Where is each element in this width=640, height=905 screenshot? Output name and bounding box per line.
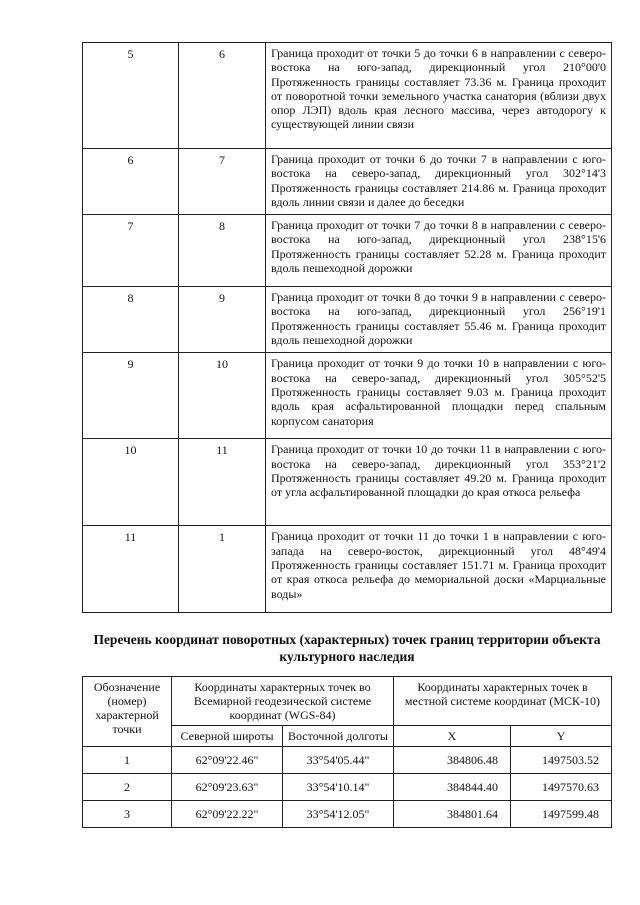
description-cell: Граница проходит от точки 5 до точки 6 в направлении с северо-востока на юго-запад, дирекционный угол 210°00'0 Протяженность границы составляет 73.36 м. Граница проходит от поворотной точки земельного участка санатория (вблизи двух опор ЛЭП) вдоль края лесного массива, через автодорогу к существующей линии связи bbox=[266, 43, 612, 149]
from-point-cell: 8 bbox=[83, 287, 179, 353]
header-point: Обозначение (номер) характерной точки bbox=[83, 677, 172, 747]
table-row bbox=[83, 439, 612, 526]
from-point-cell: 11 bbox=[83, 526, 179, 613]
to-point-cell: 8 bbox=[179, 215, 266, 287]
boundary-table bbox=[82, 42, 612, 613]
lon-cell: 33°54'12.05" bbox=[283, 801, 394, 828]
point-cell: 2 bbox=[83, 774, 172, 801]
table-row bbox=[83, 801, 612, 828]
lat-cell: 62°09'22.22" bbox=[172, 801, 283, 828]
from-point-cell: 10 bbox=[83, 439, 179, 526]
header-msk: Координаты характерных точек в местной системе координат (МСК-10) bbox=[394, 677, 612, 726]
table-row bbox=[83, 149, 612, 215]
header-x: X bbox=[394, 726, 511, 747]
table-row bbox=[83, 215, 612, 287]
x-cell: 384801.64 bbox=[394, 801, 511, 828]
header-y: Y bbox=[511, 726, 612, 747]
description-cell: Граница проходит от точки 9 до точки 10 в направлении с юго-востока на северо-запад, дирекционный угол 305°52'5 Протяженность границы составляет 9.03 м. Граница проходит вдоль края асфальтированной площадки перед спальным корпусом санатория bbox=[266, 353, 612, 439]
x-cell: 384806.48 bbox=[394, 747, 511, 774]
header-row bbox=[83, 677, 612, 726]
lat-cell: 62°09'22.46" bbox=[172, 747, 283, 774]
to-point-cell: 1 bbox=[179, 526, 266, 613]
table-row bbox=[83, 774, 612, 801]
lat-cell: 62°09'23.63" bbox=[172, 774, 283, 801]
table-row bbox=[83, 43, 612, 149]
to-point-cell: 9 bbox=[179, 287, 266, 353]
from-point-cell: 6 bbox=[83, 149, 179, 215]
from-point-cell: 7 bbox=[83, 215, 179, 287]
description-cell: Граница проходит от точки 10 до точки 11 в направлении с юго-востока на северо-запад, дирекционный угол 353°21'2 Протяженность границы составляет 49.20 м. Граница проходит от угла асфальтированной площадки до края откоса рельефа bbox=[266, 439, 612, 526]
y-cell: 1497599.48 bbox=[511, 801, 612, 828]
header-wgs: Координаты характерных точек во Всемирной геодезической системе координат (WGS-84) bbox=[172, 677, 394, 726]
point-cell: 3 bbox=[83, 801, 172, 828]
description-cell: Граница проходит от точки 6 до точки 7 в направлении с юго-востока на северо-запад, дирекционный угол 302°14'3 Протяженность границы составляет 214.86 м. Граница проходит вдоль линии связи и далее до беседки bbox=[266, 149, 612, 215]
table-row bbox=[83, 353, 612, 439]
table-row bbox=[83, 287, 612, 353]
table-row bbox=[83, 747, 612, 774]
to-point-cell: 6 bbox=[179, 43, 266, 149]
point-cell: 1 bbox=[83, 747, 172, 774]
from-point-cell: 5 bbox=[83, 43, 179, 149]
y-cell: 1497503.52 bbox=[511, 747, 612, 774]
header-east: Восточной долготы bbox=[283, 726, 394, 747]
y-cell: 1497570.63 bbox=[511, 774, 612, 801]
from-point-cell: 9 bbox=[83, 353, 179, 439]
description-cell: Граница проходит от точки 11 до точки 1 в направлении с юго-запада на северо-восток, дирекционный угол 48°49'4 Протяженность границы составляет 151.71 м. Граница проходит от края откоса рельефа до мемориальной доски «Марциальные воды» bbox=[266, 526, 612, 613]
lon-cell: 33°54'05.44" bbox=[283, 747, 394, 774]
coordinates-table bbox=[82, 676, 612, 828]
description-cell: Граница проходит от точки 8 до точки 9 в направлении с северо-востока на юго-запад, дирекционный угол 256°19'1 Протяженность границы составляет 55.46 м. Граница проходит вдоль пешеходной дорожки bbox=[266, 287, 612, 353]
x-cell: 384844.40 bbox=[394, 774, 511, 801]
section-title: Перечень координат поворотных (характерных) точек границ территории объекта культурного наследия bbox=[93, 632, 601, 664]
lon-cell: 33°54'10.14" bbox=[283, 774, 394, 801]
header-north: Северной широты bbox=[172, 726, 283, 747]
description-cell: Граница проходит от точки 7 до точки 8 в направлении с северо-востока на юго-запад, дирекционный угол 238°15'6 Протяженность границы составляет 52.28 м. Граница проходит вдоль пешеходной дорожки bbox=[266, 215, 612, 287]
to-point-cell: 10 bbox=[179, 353, 266, 439]
to-point-cell: 7 bbox=[179, 149, 266, 215]
to-point-cell: 11 bbox=[179, 439, 266, 526]
table-row bbox=[83, 526, 612, 613]
